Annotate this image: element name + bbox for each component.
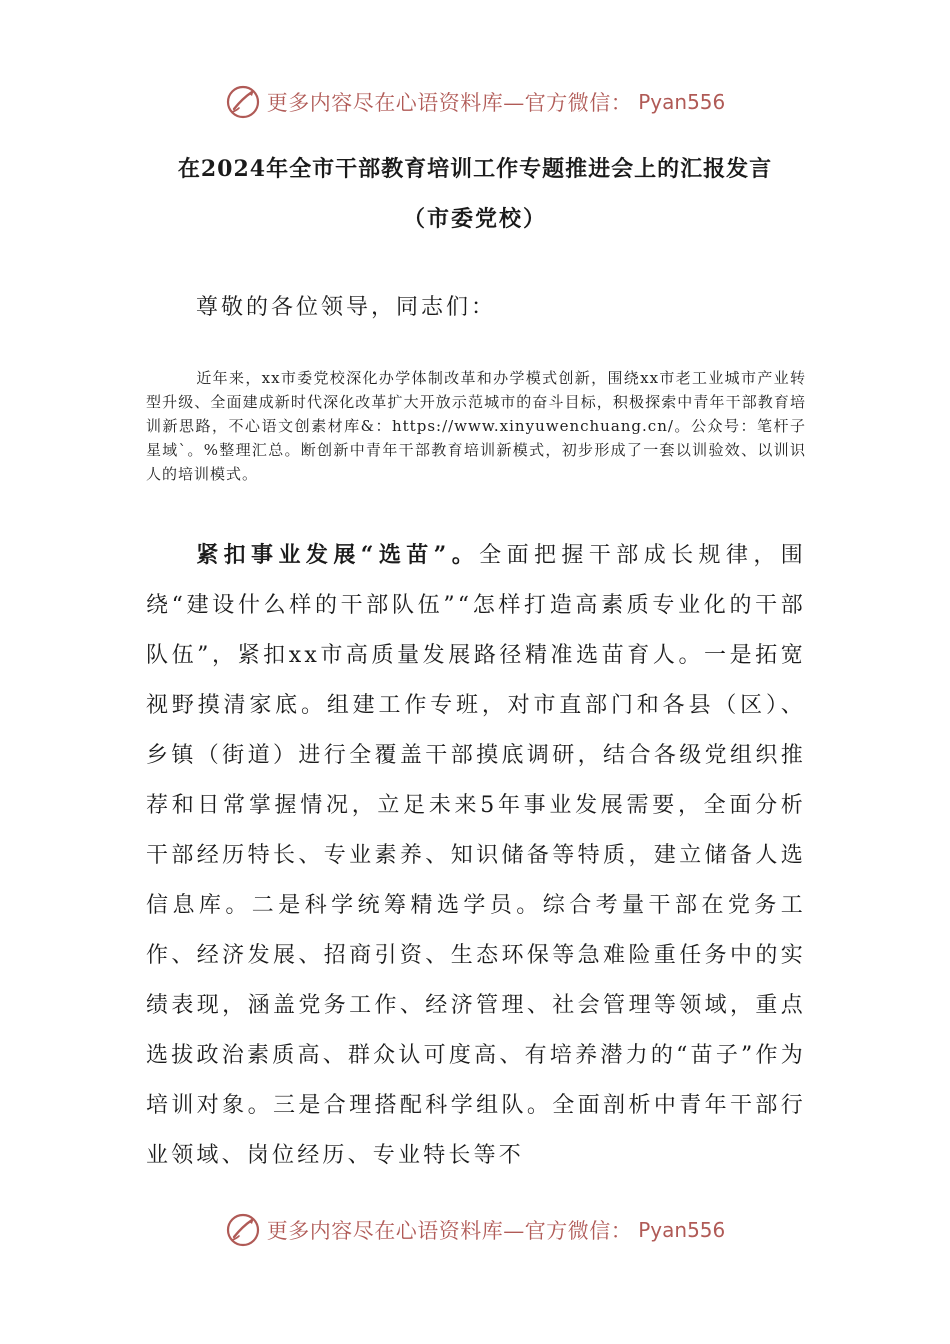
greeting: 尊敬的各位领导，同志们： (196, 295, 497, 320)
document-title: 在2024年全市干部教育培训工作专题推进会上的汇报发言 (177, 156, 773, 182)
section-1-body: 全面把握干部成长规律，围绕“建设什么样的干部队伍”“怎样打造高素质专业化的干部队伍”，紧扣xx市高质量发展路径精准选苗育人。一是拓宽视野摸清家底。组建工作专班，对市直部门和各县（区）、乡镇（街道）进行全覆盖干部摸底调研，结合各级党组织推荐和日常掌握情况，立足未来5年事业发展需要，全面分析干部经历特长、专业素养、知识储备等特质，建立储备人选信息库。二是科学统筹精选学员。综合考量干部在党务工作、经济发展、招商引资、生态环保等急难险重任务中的实绩表现，涵盖党务工作、经济管理、社会管理等领域，重点选拔政治素质高、群众认可度高、有培养潜力的“苗子”作为培训对象。三是合理搭配科学组队。全面剖析中青年干部行业领域、岗位经历、专业特长等不 (146, 543, 807, 1168)
pen-logo-icon (225, 1212, 261, 1248)
document-subtitle: （市委党校） (402, 206, 547, 232)
intro-paragraph (146, 366, 806, 486)
pen-logo-icon (225, 84, 261, 120)
section-1-lead: 紧扣事业发展“选苗”。 (194, 542, 480, 568)
header-banner-wechat-id: Pyan556 (638, 90, 726, 114)
section-1-paragraph (146, 530, 806, 1181)
footer-banner-text: 更多内容尽在心语资料库—官方微信： (266, 1219, 633, 1243)
footer-banner-wechat-id: Pyan556 (638, 1218, 726, 1242)
intro-paragraph-text: 近年来，xx市委党校深化办学体制改革和办学模式创新，围绕xx市老工业城市产业转型升级、全面建成新时代深化改革扩大开放示范城市的奋斗目标，积极探索中青年干部教育培训新思路，不心语文创素材库&：https://www.xinyuwenchuang.cn/。公众号：笔杆子星域`。%整理汇总。断创新中青年干部教育培训新模式，初步形成了一套以训验效、以训识人的培训模式。 (146, 369, 806, 483)
header-watermark-banner (0, 82, 950, 122)
footer-watermark-banner (0, 1210, 950, 1250)
header-banner-text: 更多内容尽在心语资料库—官方微信： (266, 91, 633, 115)
